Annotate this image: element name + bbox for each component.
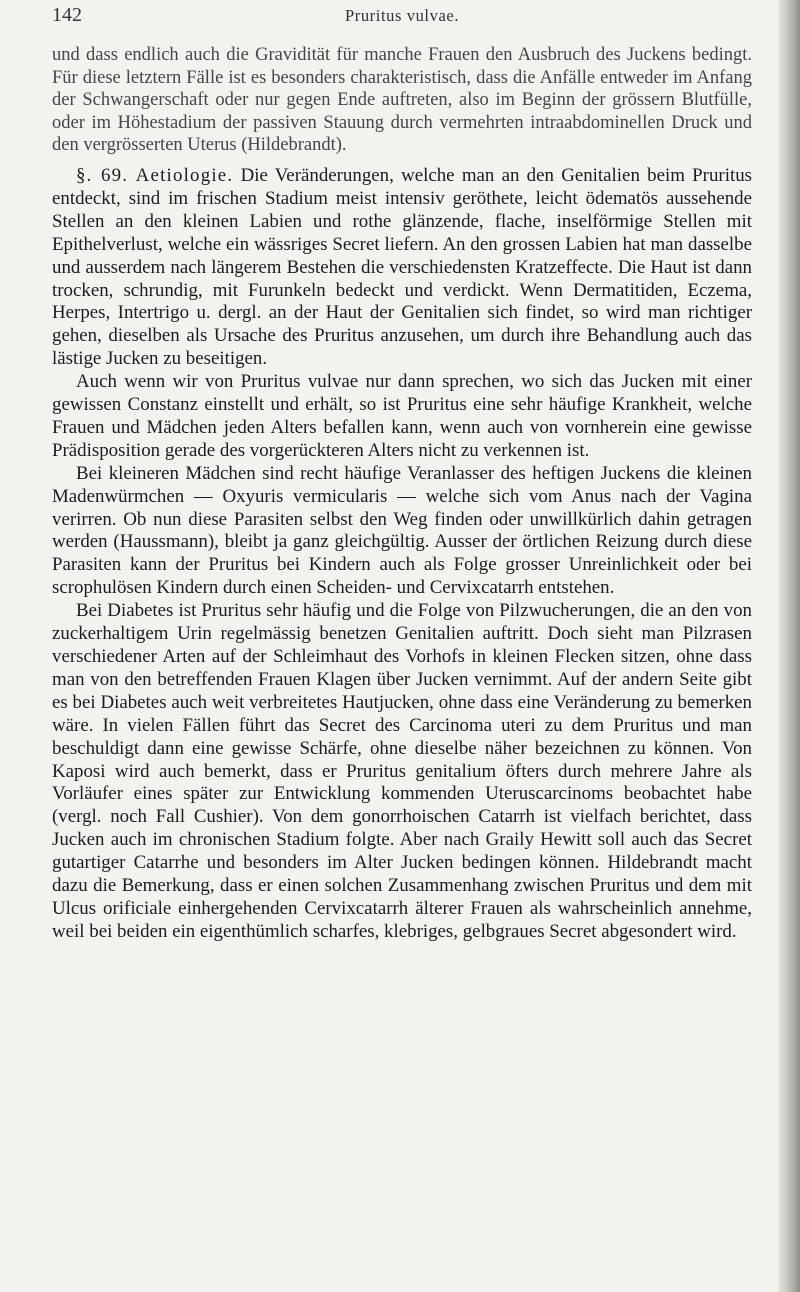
body-text: [52, 44, 752, 944]
section-heading: §. 69. Aetiologie.: [76, 164, 234, 186]
page-number: 142: [52, 4, 82, 26]
paragraph: Bei kleineren Mädchen sind recht häufige Veranlasser des heftigen Juckens die kleinen Madenwürmchen — Oxyuris vermicularis — welche sich vom Anus nach der Vagina verirren. Ob nun diese Parasiten selbst den Weg finden oder unwillkürlich dahin getragen werden (Haussmann), bleibt ja ganz gleichgültig. Ausser der örtlichen Reizung durch diese Parasiten kann der Pruritus bei Kindern auch als Folge grosser Unreinlichkeit oder bei scrophulösen Kindern durch einen Scheiden- und Cervixcatarrh entstehen.: [52, 462, 752, 599]
page-header: [52, 4, 752, 30]
paragraph: Bei Diabetes ist Pruritus sehr häufig und die Folge von Pilzwucherungen, die an den von zuckerhaltigem Urin regelmässig benetzen Genitalien auftritt. Doch sieht man Pilzrasen verschiedener Arten auf der Schleimhaut des Vorhofs in kleinen Flecken sitzen, ohne dass man von den betreffenden Frauen Klagen über Jucken vernimmt. Auf der andern Seite gibt es bei Diabetes auch weit verbreitetes Hautjucken, ohne dass eine Veränderung zu bemerken wäre. In vielen Fällen führt das Secret des Carcinoma uteri zu dem Pruritus und man beschuldigt dann eine gewisse Schärfe, ohne dieselbe näher bezeichnen zu können. Von Kaposi wird auch bemerkt, dass er Pruritus genitalium öfters durch mehrere Jahre als Vorläufer eines später zur Entwicklung kommenden Uteruscarcinoms beobachtet habe (vergl. noch Fall Cushier). Von dem gonorrhoischen Catarrh ist vielfach berichtet, dass Jucken auch im chronischen Stadium folgte. Aber nach Graily Hewitt soll auch das Secret gutartiger Catarrhe und besonders im Alter Jucken bedingen können. Hildebrandt macht dazu die Bemerkung, dass er einen solchen Zusammenhang zwischen Pruritus und dem mit Ulcus orificiale einhergehenden Cervixcatarrh älterer Frauen als wahrscheinlich annehme, weil bei beiden ein eigenthümlich scharfes, klebriges, gelbgraues Secret abgesondert wird.: [52, 600, 752, 942]
paragraph-text: Die Veränderungen, welche man an den Genitalien beim Pruritus entdeckt, sind im frischen Stadium meist intensiv geröthete, leicht ödematös aussehende Stellen an den kleinen Labien und rothe glänzende, flache, inselförmige Stellen mit Epithelverlust, welche ein wässriges Secret liefern. An den grossen Labien hat man dasselbe und ausserdem nach längerem Bestehen die verschiedensten Kratzeffecte. Die Haut ist dann trocken, schrundig, mit Furunkeln bedeckt und verdickt. Wenn Dermatitiden, Eczema, Herpes, Intertrigo u. dergl. an der Haut der Genitalien sich findet, so wird man richtiger gehen, dieselben als Ursache des Pruritus anzusehen, um durch ihre Behandlung auch das lästige Jucken zu beseitigen.: [52, 164, 752, 370]
running-head: Pruritus vulvae.: [344, 6, 460, 25]
page-edge-shadow: [778, 0, 800, 1292]
section-paragraph-aetiologie: [52, 165, 752, 371]
paragraph: Auch wenn wir von Pruritus vulvae nur dann sprechen, wo sich das Jucken mit einer gewissen Constanz einstellt und erhält, so ist Pruritus eine sehr häufige Krankheit, welche Frauen und Mädchen jeden Alters befallen kann, wenn auch von vornherein eine gewisse Prädisposition gerade des vorgerückteren Alters nicht zu verkennen ist.: [52, 371, 752, 461]
paragraph-continuation: und dass endlich auch die Gravidität für manche Frauen den Ausbruch des Juckens bedingt. Für diese letztern Fälle ist es besonders charakteristisch, dass die Anfälle entweder im Anfang der Schwangerschaft oder nur gegen Ende auftreten, also im Beginn der grössern Blutfülle, oder im Höhestadium der passiven Stauung durch vermehrten intraabdominellen Druck und den vergrösserten Uterus (Hildebrandt).: [52, 45, 752, 156]
